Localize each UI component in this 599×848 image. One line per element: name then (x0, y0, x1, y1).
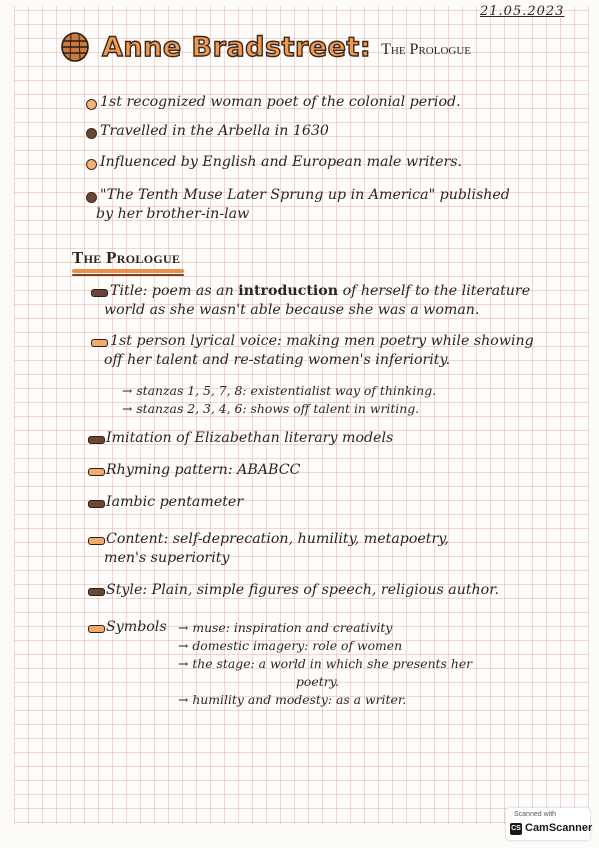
bullet-1: 1st recognized woman poet of the colonial period. (100, 94, 461, 110)
scanner-brand: CamScanner (525, 822, 593, 834)
item-voice-line1: 1st person lyrical voice: making men poetry while showing (110, 333, 534, 349)
page-title: Anne Bradstreet: (102, 31, 372, 63)
bullet-4-line1: "The Tenth Muse Later Sprung up in America" published (100, 187, 510, 203)
camscanner-logo-icon: CS (510, 823, 522, 835)
symbol-line-4: → humility and modesty: as a writer. (178, 692, 407, 707)
item-imitation: Imitation of Elizabethan literary models (106, 430, 394, 446)
bullet-dot-icon (86, 99, 97, 110)
scanner-watermark (506, 808, 593, 840)
bullet-3: Influenced by English and European male writers. (100, 154, 463, 170)
section-heading (72, 248, 180, 268)
bullet-bar-icon (88, 468, 105, 476)
item-symbols-label: Symbols (106, 619, 167, 635)
title-row (60, 30, 471, 64)
symbol-line-3-cont: poetry. (296, 674, 339, 689)
symbol-line-3: → the stage: a world in which she presents her (178, 656, 473, 671)
page-subtitle: The Prologue (381, 41, 472, 58)
date: 21.05.2023 (480, 4, 565, 19)
section-underline-shadow (72, 274, 184, 276)
bullet-bar-icon (91, 339, 108, 347)
barrel-icon (60, 32, 90, 62)
item-content-line1: Content: self-deprecation, humility, metapoetry, (106, 531, 449, 547)
bullet-bar-icon (91, 289, 108, 297)
bullet-dot-icon (86, 128, 97, 139)
item-iambic: Iambic pentameter (106, 494, 244, 510)
symbol-line-1: → muse: inspiration and creativity (178, 620, 393, 635)
bullet-2: Travelled in the Arbella in 1630 (100, 123, 329, 139)
bullet-bar-icon (88, 436, 105, 444)
item-title-line1: Title: poem as an introduction of herself to the literature (110, 283, 531, 299)
bullet-dot-icon (86, 159, 97, 170)
item-style: Style: Plain, simple figures of speech, religious author. (106, 582, 499, 598)
section-underline (72, 269, 184, 273)
scanner-caption: Scanned with (514, 811, 557, 818)
item-voice-line2: off her talent and re-stating women's inferiority. (104, 352, 451, 368)
bullet-bar-icon (88, 537, 105, 545)
section-title: The Prologue (72, 248, 181, 267)
item-title-line2: world as she wasn't able because she was a woman. (104, 302, 480, 318)
item-content-line2: men's superiority (104, 550, 230, 566)
bullet-bar-icon (88, 500, 105, 508)
bullet-bar-icon (88, 588, 105, 596)
stanza-line-1: → stanzas 1, 5, 7, 8: existentialist way of thinking. (122, 383, 437, 398)
bullet-bar-icon (88, 625, 105, 633)
symbol-line-2: → domestic imagery: role of women (178, 638, 403, 653)
bullet-dot-icon (86, 192, 97, 203)
stanza-line-2: → stanzas 2, 3, 4, 6: shows off talent in writing. (122, 401, 420, 416)
item-rhyme: Rhyming pattern: ABABCC (106, 462, 301, 478)
bullet-4-line2: by her brother-in-law (96, 206, 250, 222)
